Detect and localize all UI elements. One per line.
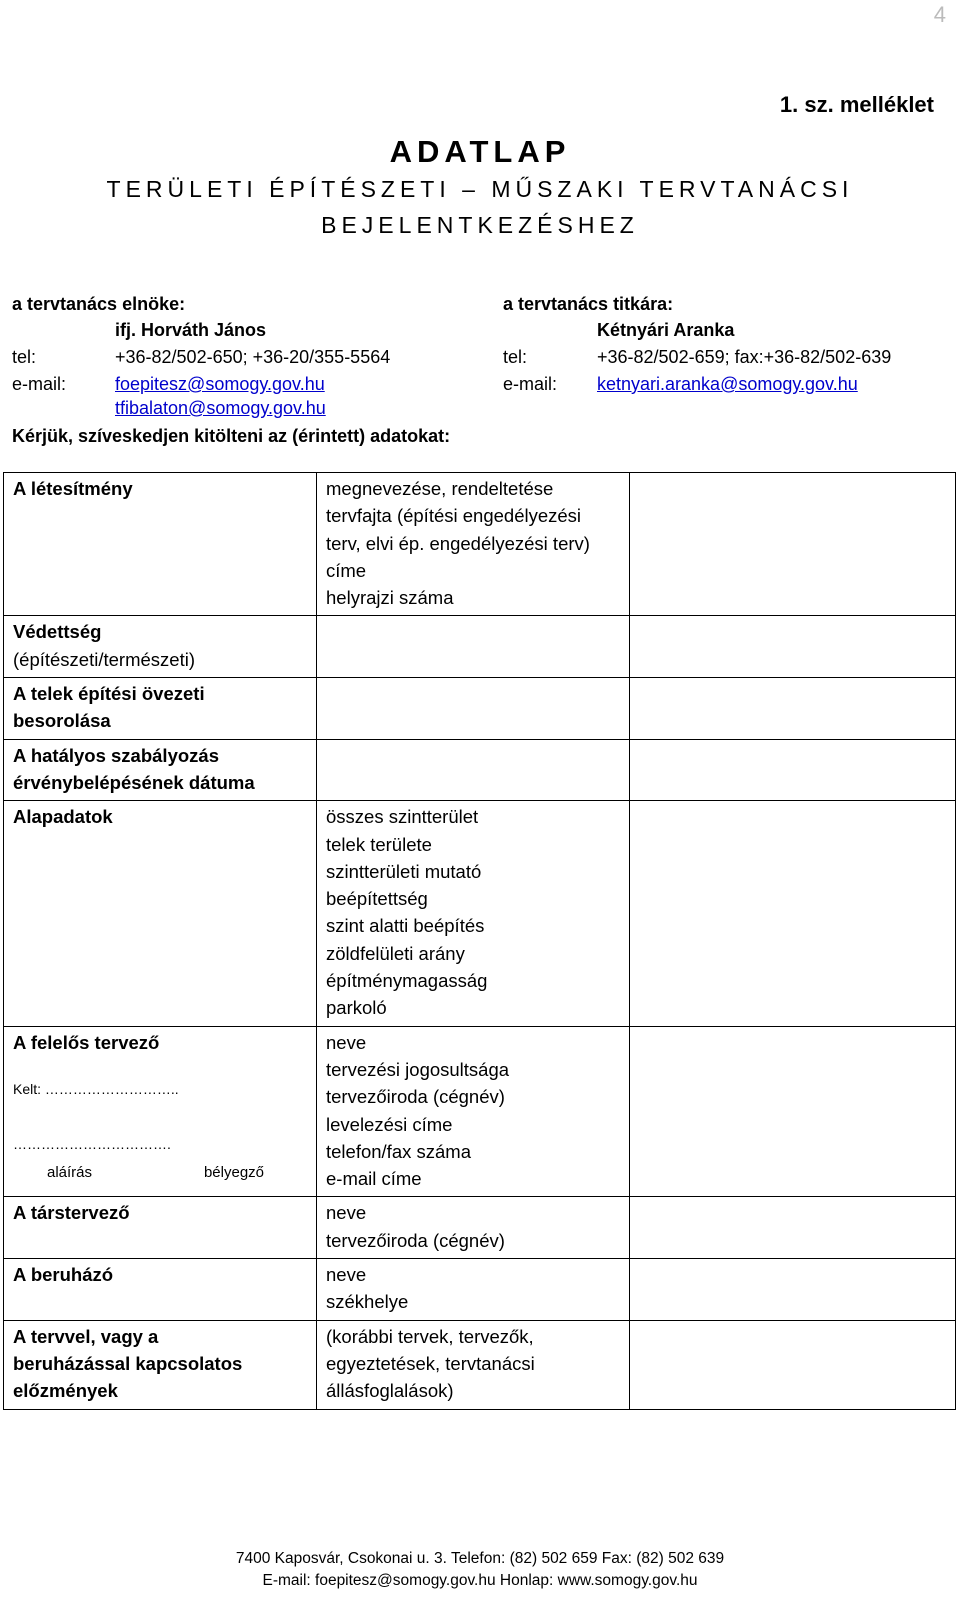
field-label: tervfajta (építési engedélyezési	[326, 505, 582, 527]
szabalyozas-input-cell[interactable]	[317, 739, 630, 801]
fields-cell	[317, 1320, 630, 1409]
label-cell	[4, 739, 317, 801]
data-form-table	[3, 472, 956, 1410]
stamp-label: bélyegző	[203, 1163, 264, 1181]
chair-email-link-2[interactable]: tfibalaton@somogy.gov.hu	[115, 398, 326, 418]
row-letesitmeny	[4, 473, 956, 616]
chair-heading: a tervtanács elnöke:	[12, 294, 186, 314]
subtitle-line-1: TERÜLETI ÉPÍTÉSZETI – MŰSZAKI TERVTANÁCSI	[106, 176, 854, 202]
vedettseg-extra-cell[interactable]	[630, 616, 956, 678]
tarstervezo-input-cell[interactable]	[630, 1197, 956, 1259]
field-label: neve	[326, 1264, 367, 1286]
field-label: megnevezése, rendeltetése	[326, 478, 554, 499]
chair-tel-label: tel:	[12, 347, 37, 367]
field-label: telefon/fax száma	[326, 1140, 471, 1162]
field-label: neve	[326, 1031, 367, 1053]
elozmenyek-label-2: beruházással kapcsolatos	[13, 1352, 243, 1374]
elozmenyek-label-1: A tervvel, vagy a	[13, 1325, 159, 1347]
page-number: 4	[933, 2, 946, 27]
field-label: címe	[326, 559, 367, 581]
signature-label: aláírás	[47, 1163, 93, 1181]
chair-email-label: e-mail:	[12, 374, 67, 394]
field-label: beépítettség	[326, 888, 428, 910]
annex-label: 1. sz. melléklet	[779, 92, 934, 117]
tervezo-input-cell[interactable]	[630, 1026, 956, 1197]
row-telek	[4, 678, 956, 740]
row-vedettseg	[4, 616, 956, 678]
row-alapadatok	[4, 801, 956, 1026]
fields-cell	[317, 801, 630, 1026]
row-beruhazo	[4, 1259, 956, 1321]
row-tarstervezo	[4, 1197, 956, 1259]
chair-tel: +36-82/502-650; +36-20/355-5564	[115, 347, 391, 367]
footer-address: 7400 Kaposvár, Csokonai u. 3. Telefon: (82) 502 659 Fax: (82) 502 639	[235, 1550, 725, 1567]
szabalyozas-extra-cell[interactable]	[630, 739, 956, 801]
field-label: terv, elvi ép. engedélyezési terv)	[326, 532, 590, 554]
alapadatok-label: Alapadatok	[13, 806, 113, 828]
elozmenyek-label-3: előzmények	[13, 1380, 118, 1402]
vedettseg-label: Védettség	[13, 621, 102, 643]
label-cell	[4, 1197, 317, 1259]
kelt-line: Kelt: ………………………..	[13, 1080, 179, 1097]
elozmenyek-input-cell[interactable]	[630, 1320, 956, 1409]
field-label: tervezőiroda (cégnév)	[326, 1086, 505, 1108]
telek-label-1: A telek építési övezeti	[13, 683, 205, 705]
label-cell	[4, 616, 317, 678]
label-cell	[4, 1026, 317, 1197]
tarstervezo-label: A társtervező	[13, 1202, 130, 1224]
beruhazo-label: A beruházó	[13, 1264, 114, 1286]
field-label: levelezési címe	[326, 1113, 453, 1135]
vedettseg-input-cell[interactable]	[317, 616, 630, 678]
fields-cell	[317, 1026, 630, 1197]
secretary-name: Kétnyári Aranka	[597, 320, 735, 340]
vedettseg-sublabel: (építészeti/természeti)	[13, 648, 195, 670]
field-label: e-mail címe	[326, 1168, 422, 1190]
field-label: neve	[326, 1202, 367, 1224]
fields-cell	[317, 1259, 630, 1321]
field-label: zöldfelületi arány	[326, 942, 465, 964]
field-label: összes szintterület	[326, 806, 479, 828]
letesitmeny-label: A létesítmény	[13, 478, 133, 499]
field-label: tervezőiroda (cégnév)	[326, 1229, 505, 1251]
label-cell	[4, 678, 317, 740]
alapadatok-input-cell[interactable]	[630, 801, 956, 1026]
field-label: egyeztetések, tervtanácsi	[326, 1352, 535, 1374]
label-cell	[4, 473, 317, 616]
label-cell	[4, 1320, 317, 1409]
letesitmeny-input-cell[interactable]	[630, 473, 956, 616]
telek-input-cell[interactable]	[317, 678, 630, 740]
field-label: székhelye	[326, 1291, 409, 1313]
row-tervezo	[4, 1026, 956, 1197]
field-label: szint alatti beépítés	[326, 915, 485, 937]
signature-dots: …………………………….	[13, 1136, 171, 1153]
secretary-email-label: e-mail:	[503, 374, 558, 394]
field-label: (korábbi tervek, tervezők,	[326, 1325, 534, 1347]
document-title: ADATLAP	[389, 134, 571, 169]
secretary-tel: +36-82/502-659; fax:+36-82/502-639	[597, 347, 892, 367]
field-label: állásfoglalások)	[326, 1380, 454, 1402]
field-label: építménymagasság	[326, 970, 488, 992]
chair-name: ifj. Horváth János	[115, 320, 267, 340]
fields-cell	[317, 473, 630, 616]
field-label: szintterületi mutató	[326, 860, 482, 882]
tervezo-label: A felelős tervező	[13, 1031, 160, 1053]
subtitle-line-2: BEJELENTKEZÉSHEZ	[321, 212, 639, 238]
row-elozmenyek	[4, 1320, 956, 1409]
secretary-heading: a tervtanács titkára:	[503, 294, 674, 314]
field-label: parkoló	[326, 997, 387, 1019]
szabalyozas-label-2: érvénybelépésének dátuma	[13, 771, 255, 793]
fields-cell	[317, 1197, 630, 1259]
label-cell	[4, 801, 317, 1026]
beruhazo-input-cell[interactable]	[630, 1259, 956, 1321]
telek-extra-cell[interactable]	[630, 678, 956, 740]
footer-contact: E-mail: foepitesz@somogy.gov.hu Honlap: www.somogy.gov.hu	[262, 1572, 698, 1589]
row-szabalyozas	[4, 739, 956, 801]
intro-text: Kérjük, szíveskedjen kitölteni az (érintett) adatokat:	[12, 426, 451, 446]
field-label: helyrajzi száma	[326, 587, 454, 609]
chair-email-link-1[interactable]: foepitesz@somogy.gov.hu	[115, 374, 325, 394]
label-cell	[4, 1259, 317, 1321]
secretary-tel-label: tel:	[503, 347, 528, 367]
field-label: tervezési jogosultsága	[326, 1058, 510, 1080]
secretary-email-link[interactable]: ketnyari.aranka@somogy.gov.hu	[597, 374, 858, 394]
field-label: telek területe	[326, 833, 432, 855]
signature-row	[13, 1159, 308, 1186]
telek-label-2: besorolása	[13, 710, 111, 732]
szabalyozas-label-1: A hatályos szabályozás	[13, 744, 219, 766]
